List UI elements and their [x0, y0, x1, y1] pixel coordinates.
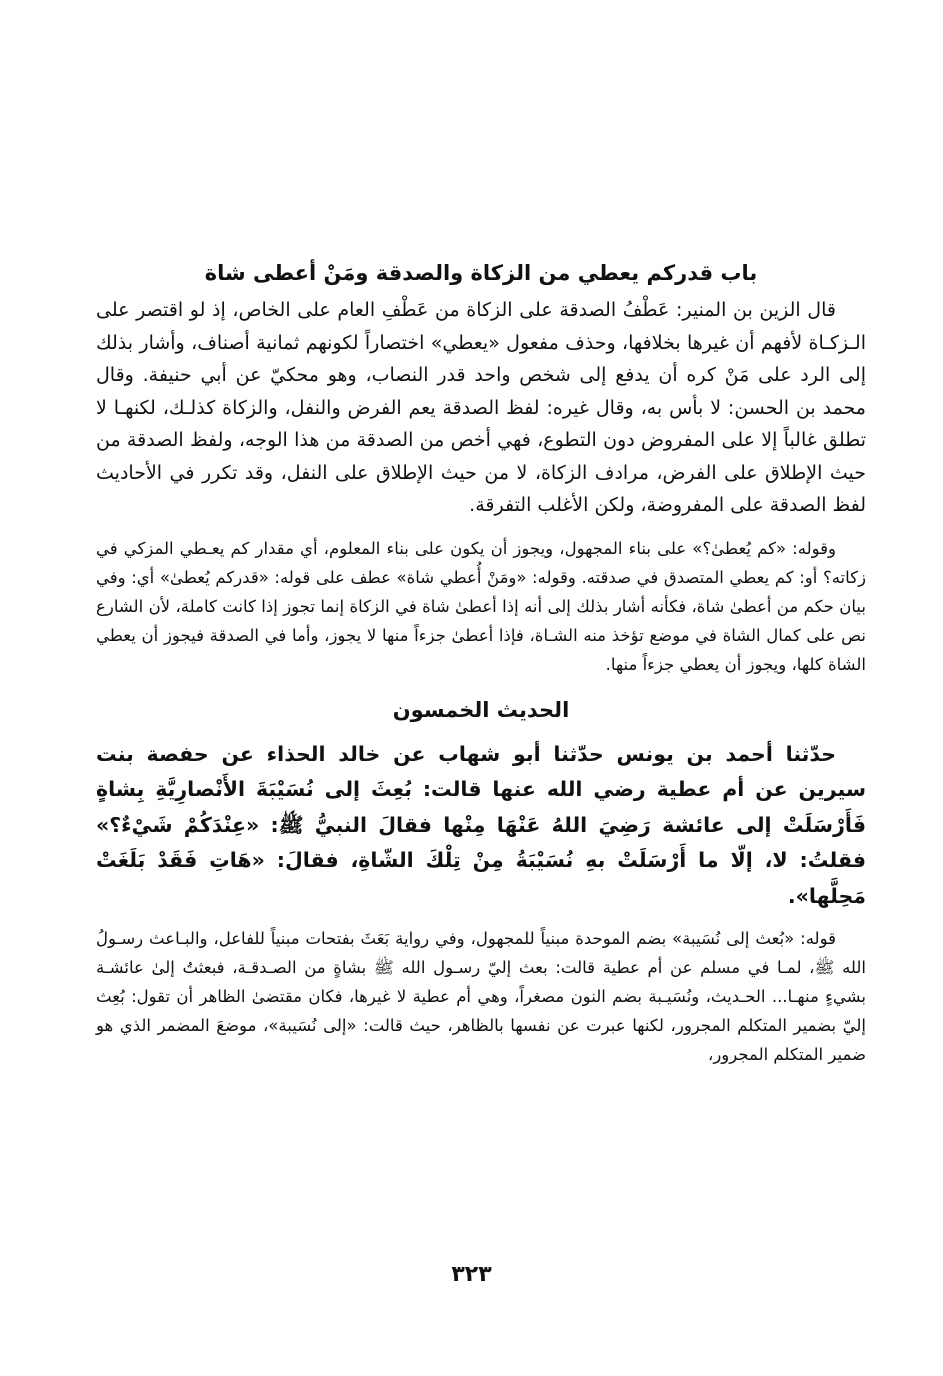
section-title: الحديث الخمسون [392, 697, 570, 722]
hadith-text: حدّثنا أحمد بن يونس حدّثنا أبو شهاب عن خالد الحذاء عن حفصة بنت سيرين عن أم عطية رضي الله عنها قالت: بُعِثَ إلى نُسَيْبَةَ الأَنْصارِيَّةِ بِشاةٍ فَأَرْسَلَتْ إلى عائشة رَضِيَ اللهُ عَنْهَا مِنْها فقالَ النبيُّ ﷺ: «عِنْدَكُمْ شَيْءٌ؟» فقلتُ: لا، إلّا ما أَرْسَلَتْ بهِ نُسَيْبَةُ مِنْ تِلْكَ الشّاةِ، فقالَ: «هَاتِ فَقَدْ بَلَغَتْ مَحِلَّها». [96, 741, 866, 908]
page-number: ٣٢٣ [451, 1262, 492, 1287]
hadith-commentary-paragraph: قوله: «بُعث إلى نُسَيبة» بضم الموحدة مبنياً للمجهول، وفي رواية بَعَثَ بفتحات مبنياً للفاعل، والبـاعث رسـولُ الله ﷺ، لمـا في مسلم عن أم عطية قالت: بعث إليّ رسـول الله ﷺ بشاةٍ من الصـدقـة، فبعثتُ إلىٰ عائشـة بشيءٍ منهـا... الحـديث، ونُسَيـبة بضم النون مصغراً، وهي أم عطية لا غيرها، فكان مقتضىٰ الظاهر أن تقول: بُعِث إليّ بضمير المتكلم المجرور، لكنها عبرت عن نفسها بالظاهر، حيث قالت: «إلى نُسَيبة»، موضعَ المضمر الذي هو ضمير المتكلم المجرور، [96, 929, 866, 1064]
explanation-paragraph: وقوله: «كم يُعطىٰ؟» على بناء المجهول، ويجوز أن يكون على بناء المعلوم، أي مقدار كم يعـطي المزكي في زكاته؟ أو: كم يعطي المتصدق في صدقته. وقوله: «ومَنْ أُعطي شاة» عطف على قوله: «قدركم يُعطىٰ» أي: وفي بيان حكم من أعطىٰ شاة، فكأنه أشار بذلك إلى أنه إذا أعطىٰ شاة في الزكاة إنما تجوز إذا كانت كاملة، لأن الشارع نص على كمال الشاة في موضع تؤخذ منه الشـاة، فإذا أعطىٰ جزءاً منها لا يجوز، وأما في الصدقة فيجوز أن يعطي الشاة كلها، ويجوز أن يعطي جزءاً منها. [96, 538, 866, 674]
commentary-paragraph: قال الزين بن المنير: عَطْفُ الصدقة على الزكاة من عَطْفِ العام على الخاص، إذ لو اقتصر على الـزكـاة لأفهم أن غيرها بخلافها، وحذف مفعول «يعطي» اختصاراً لكونهم ثمانية أصناف، وأشار بذلك إلى الرد على مَنْ كره أن يدفع إلى شخص واحد قدر النصاب، وهو محكيّ عن أبي حنيفة. وقال محمد بن الحسن: لا بأس به، وقال غيره: لفظ الصدقة يعم الفرض والنفل، والزكاة كذلـك، لكنهـا لا تطلق غالباً إلا على المفروض دون التطوع، فهي أخص من الصدقة من هذا الوجه، ولفظ الصدقة من حيث الإطلاق على الفرض، مرادف الزكاة، لا من حيث الإطلاق على النفل، وقد تكرر في الأحاديث لفظ الصدقة على المفروضة، ولكن الأغلب التفرقة. [96, 299, 866, 516]
chapter-title: باب قدركم يعطي من الزكاة والصدقة ومَنْ أعطى شاة [204, 261, 758, 285]
page-body [96, 256, 866, 1069]
